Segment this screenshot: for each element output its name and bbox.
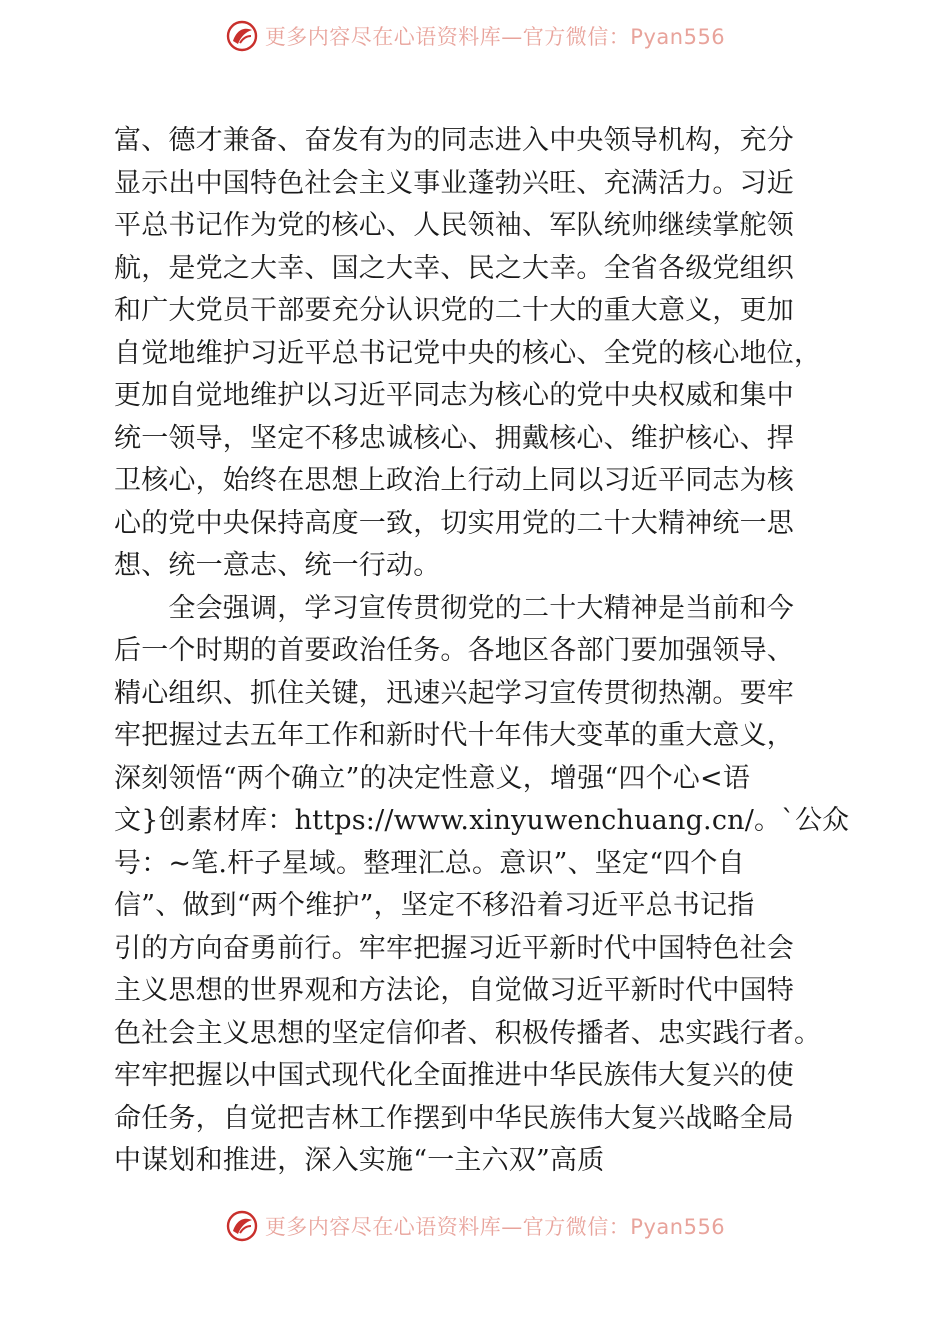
text-line: 号：~笔.杆子星域。整理汇总。意识”、坚定“四个自 [114,847,745,879]
text-line: 卫核心，始终在思想上政治上行动上同以习近平同志为核 [114,465,794,496]
text-line: 色社会主义思想的坚定信仰者、积极传播者、忠实践行者。 [114,1017,822,1049]
text-line: 引的方向奋勇前行。牢牢把握习近平新时代中国特色社会 [114,932,794,964]
text-line: 富、德才兼备、奋发有为的同志进入中央领导机构，充分 [114,125,794,156]
text-line: 中谋划和推进，深入实施“一主六双”高质 [114,1145,605,1176]
text-line: 全会强调，学习宣传贯彻党的二十大精神是当前和今 [114,592,794,624]
text-line: 自觉地维护习近平总书记党中央的核心、全党的核心地位， [114,337,822,369]
text-line: 想、统一意志、统一行动。 [114,550,441,581]
header-banner [0,14,950,58]
text-line: 深刻领悟“两个确立”的决定性意义，增强“四个心<语 [114,762,751,794]
text-line: 平总书记作为党的核心、人民领袖、军队统帅继续掌舵领 [114,210,794,241]
text-line: 主义思想的世界观和方法论，自觉做习近平新时代中国特 [114,975,794,1006]
text-line: 精心组织、抓住关键，迅速兴起学习宣传贯彻热潮。要牢 [114,677,794,709]
text-line: 航，是党之大幸、国之大幸、民之大幸。全省各级党组织 [114,252,794,284]
brush-logo-icon [225,19,259,53]
header-banner-text: 更多内容尽在心语资料库—官方微信：Pyan556 [264,25,726,49]
text-line: 显示出中国特色社会主义事业蓬勃兴旺、充满活力。习近 [114,167,794,199]
text-line: 牢牢把握以中国式现代化全面推进中华民族伟大复兴的使 [114,1060,794,1091]
text-line: 后一个时期的首要政治任务。各地区各部门要加强领导、 [114,635,794,666]
text-line: 命任务，自觉把吉林工作摆到中华民族伟大复兴战略全局 [114,1102,794,1134]
text-line: 牢把握过去五年工作和新时代十年伟大变革的重大意义， [114,720,794,751]
text-line: 心的党中央保持高度一致，切实用党的二十大精神统一思 [114,507,794,539]
document-body [114,120,850,1183]
text-line: 统一领导，坚定不移忠诚核心、拥戴核心、维护核心、捍 [114,422,794,454]
footer-banner [0,1204,950,1248]
brush-logo-icon [225,1209,259,1243]
text-line: 信”、做到“两个维护”，坚定不移沿着习近平总书记指 [114,890,755,921]
text-line: 和广大党员干部要充分认识党的二十大的重大意义，更加 [114,295,794,326]
footer-banner-text: 更多内容尽在心语资料库—官方微信：Pyan556 [264,1215,726,1239]
text-line: 文}创素材库：https://www.xinyuwenchuang.cn/。`公众 [114,805,850,836]
text-line: 更加自觉地维护以习近平同志为核心的党中央权威和集中 [114,380,794,411]
